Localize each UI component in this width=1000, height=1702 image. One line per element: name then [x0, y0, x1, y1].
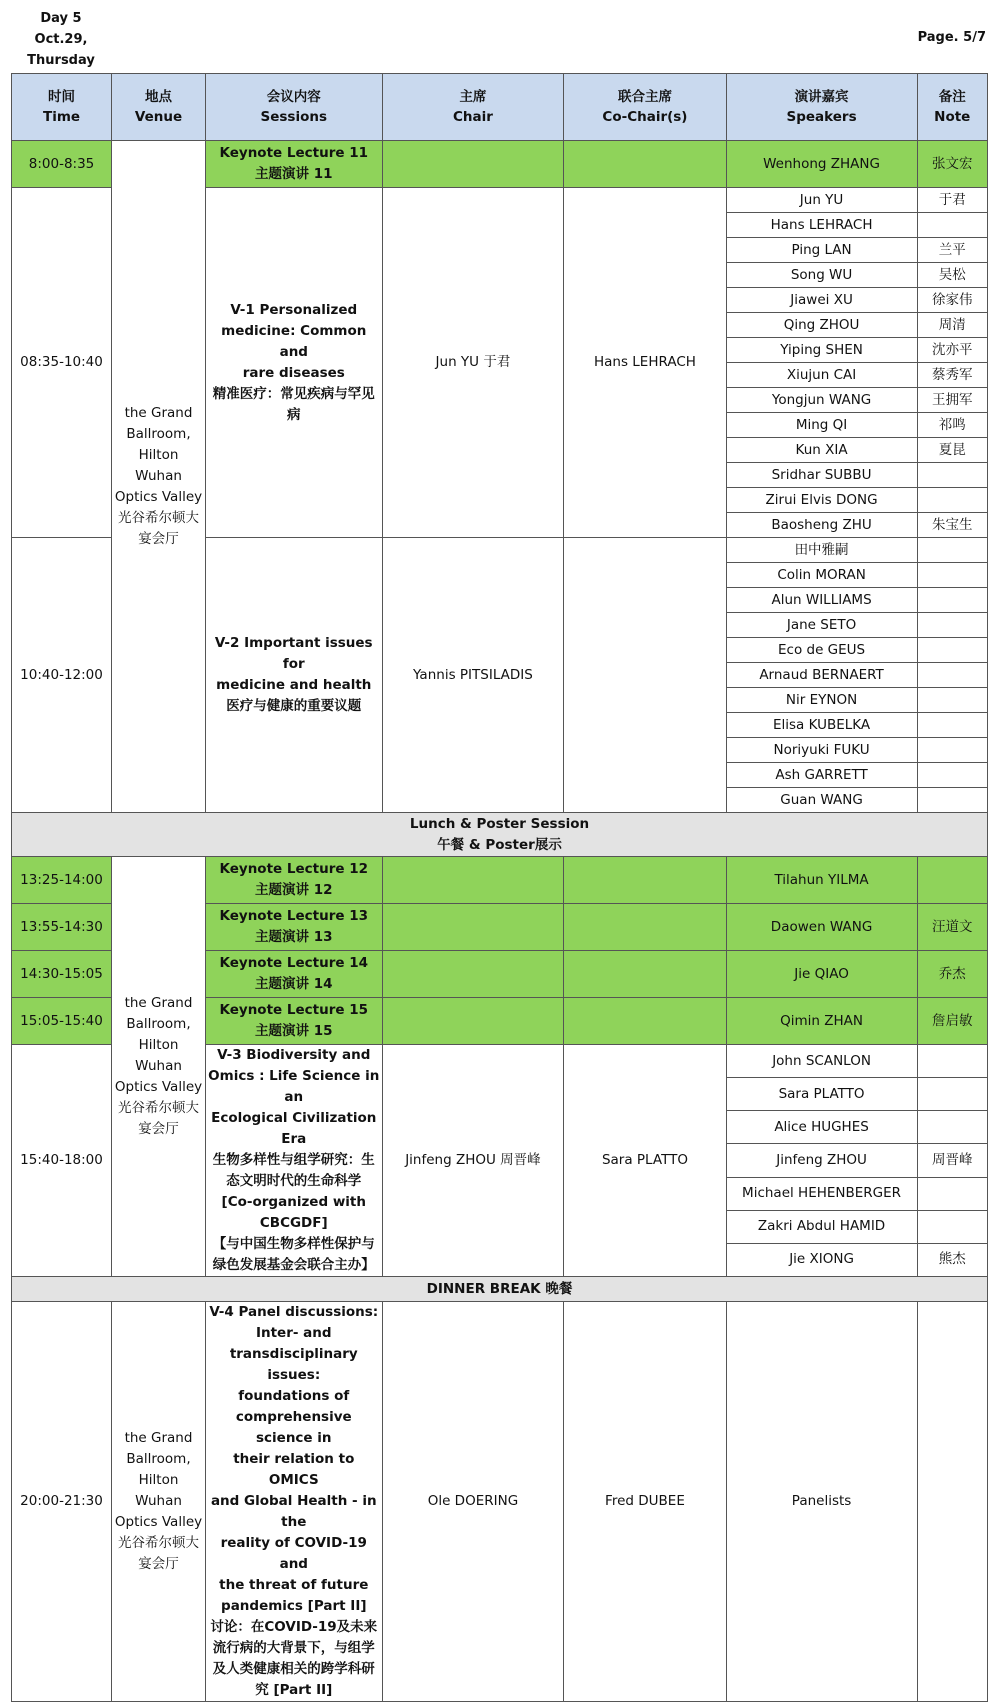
speaker-name: Colin MORAN [726, 563, 917, 588]
keynote-11-note: 张文宏 [917, 141, 987, 188]
dinner-break: DINNER BREAK 晚餐 [12, 1277, 988, 1302]
venue-morning: the Grand Ballroom, Hilton Wuhan Optics Valley 光谷希尔顿大 宴会厅 [112, 141, 206, 813]
speaker-note: 徐家伟 [917, 288, 987, 313]
speaker-name: Noriyuki FUKU [726, 738, 917, 763]
speaker-note [917, 763, 987, 788]
speaker-note: 周晋峰 [917, 1144, 987, 1177]
speaker-name: Zirui Elvis DONG [726, 488, 917, 513]
speaker-note [917, 488, 987, 513]
speaker-note: 朱宝生 [917, 513, 987, 538]
keynote-13-time: 13:55-14:30 [12, 904, 112, 951]
speaker-name: Ping LAN [726, 238, 917, 263]
v3-chair: Jinfeng ZHOU 周晋峰 [382, 1045, 564, 1277]
speaker-note: 夏昆 [917, 438, 987, 463]
speaker-name: John SCANLON [726, 1045, 917, 1078]
speaker-name: Sara PLATTO [726, 1078, 917, 1111]
keynote-14-note: 乔杰 [917, 951, 987, 998]
speaker-note: 王拥军 [917, 388, 987, 413]
keynote-13-speaker: Daowen WANG [726, 904, 917, 951]
speaker-name: Jun YU [726, 188, 917, 213]
header-speakers: 演讲嘉宾 Speakers [726, 74, 917, 141]
keynote-14-speaker: Jie QIAO [726, 951, 917, 998]
header-time: 时间 Time [12, 74, 112, 141]
v4-chair: Ole DOERING [382, 1302, 564, 1702]
speaker-note [917, 713, 987, 738]
speaker-name: Sridhar SUBBU [726, 463, 917, 488]
v1-title: V-1 Personalized medicine: Common and rare diseases 精准医疗：常见疾病与罕见 病 [205, 188, 382, 538]
schedule-table [11, 73, 988, 1702]
keynote-12-speaker: Tilahun YILMA [726, 857, 917, 904]
speaker-name: Ash GARRETT [726, 763, 917, 788]
speaker-note [917, 688, 987, 713]
speaker-name: Jiawei XU [726, 288, 917, 313]
v2-cochair [564, 538, 726, 813]
speaker-note: 吴松 [917, 263, 987, 288]
speaker-note [917, 738, 987, 763]
speaker-note: 周清 [917, 313, 987, 338]
keynote-15-time: 15:05-15:40 [12, 998, 112, 1045]
day-label [26, 8, 96, 71]
speaker-name: Jane SETO [726, 613, 917, 638]
v3-title: V-3 Biodiversity and Omics : Life Science in an Ecological Civilization Era 生物多样性与组学研究：生 态文明时代的生命科学 [Co-organized with CBCGDF] 【与中国生物多样性保护与 绿色发展基金会联合主办】 [205, 1045, 382, 1277]
speaker-note: 蔡秀军 [917, 363, 987, 388]
v1-chair: Jun YU 于君 [382, 188, 564, 538]
v3-time: 15:40-18:00 [12, 1045, 112, 1277]
lunch-break: Lunch & Poster Session 午餐 & Poster展示 [12, 813, 988, 857]
speaker-name: Jinfeng ZHOU [726, 1144, 917, 1177]
speaker-name: Nir EYNON [726, 688, 917, 713]
speaker-name: Michael HEHENBERGER [726, 1177, 917, 1210]
venue-evening: the Grand Ballroom, Hilton Wuhan Optics Valley 光谷希尔顿大 宴会厅 [112, 1302, 206, 1702]
header-chair: 主席 Chair [382, 74, 564, 141]
speaker-name: Yongjun WANG [726, 388, 917, 413]
header-row [12, 74, 988, 141]
speaker-name: Zakri Abdul HAMID [726, 1210, 917, 1243]
speaker-name: 田中雅嗣 [726, 538, 917, 563]
speaker-note [917, 1210, 987, 1243]
speaker-name: Arnaud BERNAERT [726, 663, 917, 688]
speaker-name: Alun WILLIAMS [726, 588, 917, 613]
v1-time: 08:35-10:40 [12, 188, 112, 538]
venue-afternoon: the Grand Ballroom, Hilton Wuhan Optics Valley 光谷希尔顿大 宴会厅 [112, 857, 206, 1277]
speaker-note [917, 613, 987, 638]
keynote-14-time: 14:30-15:05 [12, 951, 112, 998]
speaker-name: Baosheng ZHU [726, 513, 917, 538]
speaker-note [917, 463, 987, 488]
v2-chair: Yannis PITSILADIS [382, 538, 564, 813]
v3-cochair: Sara PLATTO [564, 1045, 726, 1277]
lunch-row [12, 813, 988, 857]
speaker-name: Qing ZHOU [726, 313, 917, 338]
day-date: Oct.29, [34, 32, 88, 47]
speaker-note [917, 663, 987, 688]
speaker-name: Xiujun CAI [726, 363, 917, 388]
keynote-11-cochair [564, 141, 726, 188]
header-note: 备注 Note [917, 74, 987, 141]
keynote-12-title: Keynote Lecture 12 主题演讲 12 [205, 857, 382, 904]
speaker-note: 于君 [917, 188, 987, 213]
speaker-name: Song WU [726, 263, 917, 288]
speaker-note [917, 1045, 987, 1078]
v4-cochair: Fred DUBEE [564, 1302, 726, 1702]
speaker-name: Alice HUGHES [726, 1111, 917, 1144]
speaker-note [917, 638, 987, 663]
speaker-note [917, 1078, 987, 1111]
keynote-12-row [12, 857, 988, 904]
speaker-note [917, 213, 987, 238]
page-number: Page. 5/7 [917, 30, 986, 45]
keynote-14-title: Keynote Lecture 14 主题演讲 14 [205, 951, 382, 998]
speaker-note: 祁鸣 [917, 413, 987, 438]
v4-row [12, 1302, 988, 1702]
v1-cochair: Hans LEHRACH [564, 188, 726, 538]
keynote-11-row [12, 141, 988, 188]
speaker-note: 沈亦平 [917, 338, 987, 363]
speaker-name: Eco de GEUS [726, 638, 917, 663]
dinner-row [12, 1277, 988, 1302]
speaker-name: Hans LEHRACH [726, 213, 917, 238]
speaker-name: Ming QI [726, 413, 917, 438]
keynote-13-note: 汪道文 [917, 904, 987, 951]
speaker-note [917, 788, 987, 813]
speaker-name: Yiping SHEN [726, 338, 917, 363]
keynote-11-chair [382, 141, 564, 188]
speaker-note [917, 563, 987, 588]
speaker-name: Jie XIONG [726, 1243, 917, 1276]
v2-time: 10:40-12:00 [12, 538, 112, 813]
speaker-name: Elisa KUBELKA [726, 713, 917, 738]
v4-note [917, 1302, 987, 1702]
keynote-15-note: 詹启敏 [917, 998, 987, 1045]
keynote-12-note [917, 857, 987, 904]
keynote-15-speaker: Qimin ZHAN [726, 998, 917, 1045]
header-venue: 地点 Venue [112, 74, 206, 141]
header-cochair: 联合主席 Co-Chair(s) [564, 74, 726, 141]
speaker-note [917, 1111, 987, 1144]
keynote-13-title: Keynote Lecture 13 主题演讲 13 [205, 904, 382, 951]
speaker-note [917, 1177, 987, 1210]
keynote-15-title: Keynote Lecture 15 主题演讲 15 [205, 998, 382, 1045]
v4-title: V-4 Panel discussions: Inter- and transdisciplinary issues: foundations of comprehensive science in their relation to OMICS and Global Health - in the reality of COVID-19 and the threat of future pandemics [Part II] 讨论：在COVID-19及未来 流行病的大背景下，与组学 及人类健康相关的跨学科研 究 [Part II] [205, 1302, 382, 1702]
speaker-note [917, 588, 987, 613]
speaker-note [917, 538, 987, 563]
day-weekday: Thursday [27, 53, 95, 68]
header-sessions: 会议内容 Sessions [205, 74, 382, 141]
v4-speakers: Panelists [726, 1302, 917, 1702]
speaker-name: Guan WANG [726, 788, 917, 813]
day-number: Day 5 [40, 11, 82, 26]
keynote-11-title: Keynote Lecture 11 主题演讲 11 [205, 141, 382, 188]
keynote-12-time: 13:25-14:00 [12, 857, 112, 904]
speaker-note: 熊杰 [917, 1243, 987, 1276]
speaker-name: Kun XIA [726, 438, 917, 463]
keynote-11-speaker: Wenhong ZHANG [726, 141, 917, 188]
keynote-11-time: 8:00-8:35 [12, 141, 112, 188]
v2-title: V-2 Important issues for medicine and health 医疗与健康的重要议题 [205, 538, 382, 813]
v4-time: 20:00-21:30 [12, 1302, 112, 1702]
speaker-note: 兰平 [917, 238, 987, 263]
